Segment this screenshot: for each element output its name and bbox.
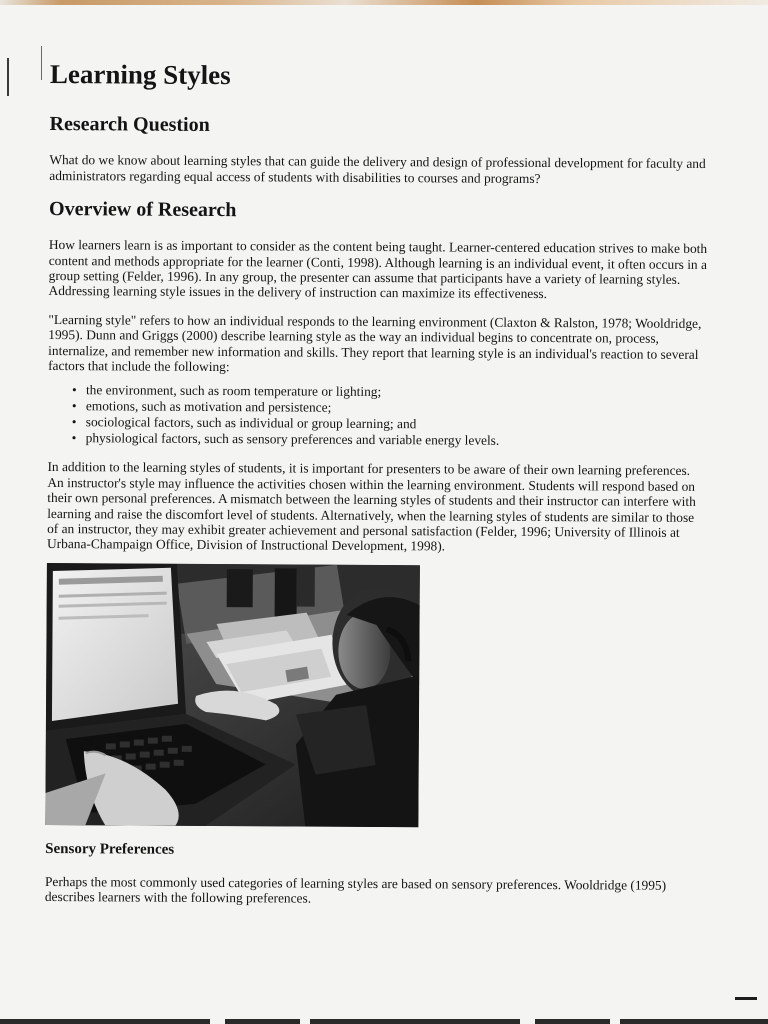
bullet-icon: • — [71, 382, 77, 398]
overview-paragraph-1: How learners learn is as important to consider as the content being taught. Learner-centered education strives to make both content and methods appropriate for the learner (Conti, 1998). Although learning is an individual event, it often occurs in a group setting (Felder, 1996). In any group, the presenter can assume that participants have a variety of learning styles. Addressing learning style issues in the delivery of instruction can maximize its effectiveness. — [48, 237, 708, 302]
list-item-text: the environment, such as room temperature or lighting; — [85, 382, 382, 400]
bullet-icon: • — [71, 414, 77, 430]
overview-paragraph-3: In addition to the learning styles of students, it is important for presenters to be aware of their own learning preferences. An instructor's style may influence the activities chosen within the learning environment. Students will respond based on their own personal preferences. A mismatch between the learning styles of students and their instructor can interfere with learning and raise the discomfort level of students. Alternatively, when the learning styles of students are similar to those of an instructor, they may exhibit greater achievement and personal satisfaction (Felder, 1996; University of Illinois at Urbana-Champaign Office, Division of Instructional Development, 1998). — [46, 459, 696, 554]
margin-mark — [7, 58, 9, 96]
research-question-heading: Research Question — [49, 113, 210, 137]
document-page — [45, 58, 710, 909]
margin-dash — [735, 997, 757, 1000]
sensory-preferences-heading: Sensory Preferences — [45, 840, 175, 858]
bullet-icon: • — [71, 398, 77, 414]
list-item — [71, 430, 708, 451]
page-title: Learning Styles — [49, 58, 231, 91]
sensory-preferences-paragraph: Perhaps the most commonly used categories of learning styles are based on sensory preferences. Wooldridge (1995) describes learners with the following preferences. — [44, 873, 667, 906]
overview-paragraph-2: "Learning style" refers to how an individual responds to the learning environment (Claxton & Ralston, 1978; Wooldridge, 1995). Dunn and Griggs (2000) describe learning style as the way an individual begins to concentrate on, process, internalize, and remember new information and skills. They report that learning style is an individual's reaction to several factors that include the following: — [48, 311, 702, 375]
list-item-text: sociological factors, such as individual or group learning; and — [85, 414, 417, 432]
research-question-text: What do we know about learning styles that can guide the delivery and design of professional development for faculty and administrators regarding equal access of students with disabilities to courses and programs? — [49, 152, 706, 186]
overview-heading: Overview of Research — [49, 198, 237, 222]
bullet-icon: • — [71, 430, 77, 446]
photo-illustration — [45, 563, 420, 827]
page-top-edge — [0, 0, 768, 5]
list-item-text: physiological factors, such as sensory preferences and variable energy levels. — [85, 430, 500, 449]
student-laptop-photo — [45, 563, 420, 827]
list-item-text: emotions, such as motivation and persistence; — [85, 398, 332, 416]
factors-list — [48, 382, 708, 450]
page-bottom-edge — [0, 1019, 768, 1024]
margin-line — [41, 46, 42, 80]
